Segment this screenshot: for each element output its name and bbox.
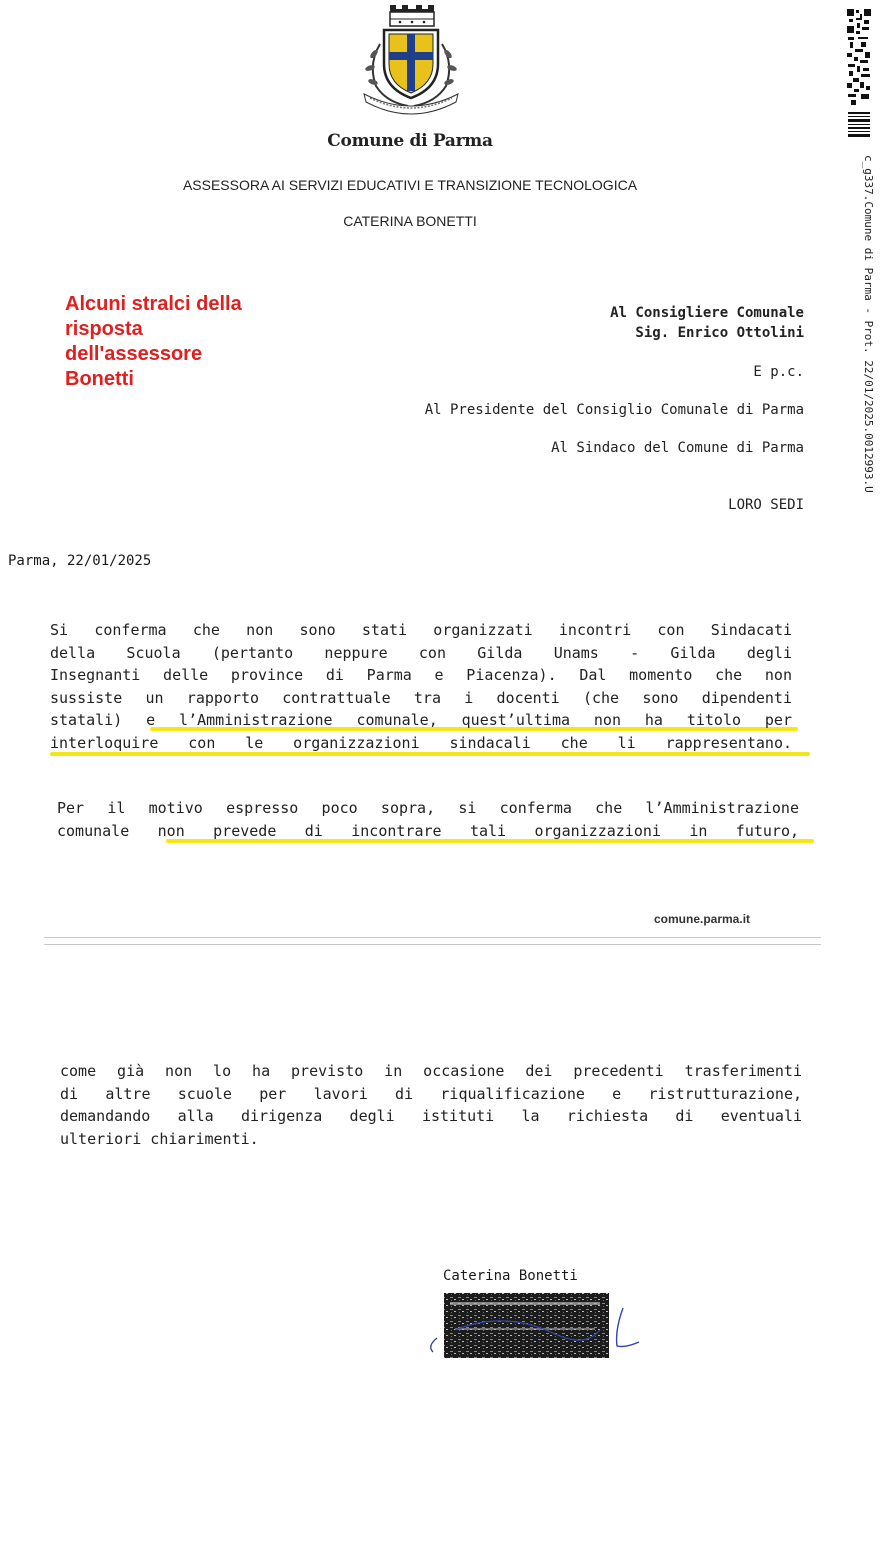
signatory-name: Caterina Bonetti [443, 1268, 578, 1284]
protocol-stamp: c_g337.Comune di Parma - Prot. 22/01/2025.0012993.U [862, 155, 875, 493]
paragraph-line: demandando alla dirigenza degli istituti la richiesta di eventuali [60, 1107, 802, 1125]
recipient-mayor: Al Sindaco del Comune di Parma [551, 440, 804, 456]
department-title: ASSESSORA AI SERVIZI EDUCATIVI E TRANSIZIONE TECNOLOGICA [182, 177, 638, 193]
paragraph-line: comunale non prevede di incontrare tali organizzazioni in futuro, [57, 821, 799, 840]
paragraph-line: interloquire con le organizzazioni sindacali che li rappresentano. [50, 733, 792, 752]
page-divider [44, 937, 821, 945]
paragraph-line: sussiste un rapporto contrattuale tra i docenti (che sono dipendenti [50, 688, 792, 707]
paragraph-1 [50, 619, 792, 754]
recipient-president: Al Presidente del Consiglio Comunale di Parma [424, 402, 804, 418]
note-line: Alcuni stralci della [65, 293, 242, 315]
paragraph-line: come già non lo ha previsto in occasione dei precedenti trasferimenti [60, 1062, 802, 1080]
paragraph-line: statali) e l’Amministrazione comunale, quest’ultima non ha titolo per [50, 711, 792, 729]
redacted-signature [425, 1290, 645, 1362]
paragraph-line: ulteriori chiarimenti. [60, 1129, 259, 1148]
recipient-line-2: Sig. Enrico Ottolini [635, 325, 804, 341]
org-name: Comune di Parma [327, 131, 493, 151]
note-line: risposta [65, 318, 143, 340]
paragraph-line: della Scuola (pertanto neppure con Gilda Unams - Gilda degli [50, 643, 792, 662]
assessor-name: CATERINA BONETTI [343, 213, 477, 229]
note-line: dell'assessore [65, 343, 203, 365]
footer-website: comune.parma.it [654, 912, 751, 926]
coat-of-arms-logo [350, 2, 470, 120]
paragraph-line: Insegnanti delle province di Parma e Piacenza). Dal momento che non [50, 666, 792, 684]
paragraph-2 [57, 797, 799, 842]
paragraph-3 [60, 1060, 802, 1150]
recipient-loro-sedi: LORO SEDI [728, 497, 804, 513]
paragraph-line: Si conferma che non sono stati organizzati incontri con Sindacati [50, 621, 792, 639]
red-annotation-note [65, 292, 315, 392]
barcode-qr-code [846, 8, 872, 138]
recipient-epc: E p.c. [753, 364, 804, 380]
paragraph-line: di altre scuole per lavori di riqualificazione e ristrutturazione, [60, 1084, 802, 1103]
letter-date: Parma, 22/01/2025 [8, 553, 152, 569]
recipient-line-1: Al Consigliere Comunale [610, 305, 804, 321]
note-line: Bonetti [65, 368, 134, 390]
paragraph-line: Per il motivo espresso poco sopra, si conferma che l’Amministrazione [57, 799, 799, 817]
